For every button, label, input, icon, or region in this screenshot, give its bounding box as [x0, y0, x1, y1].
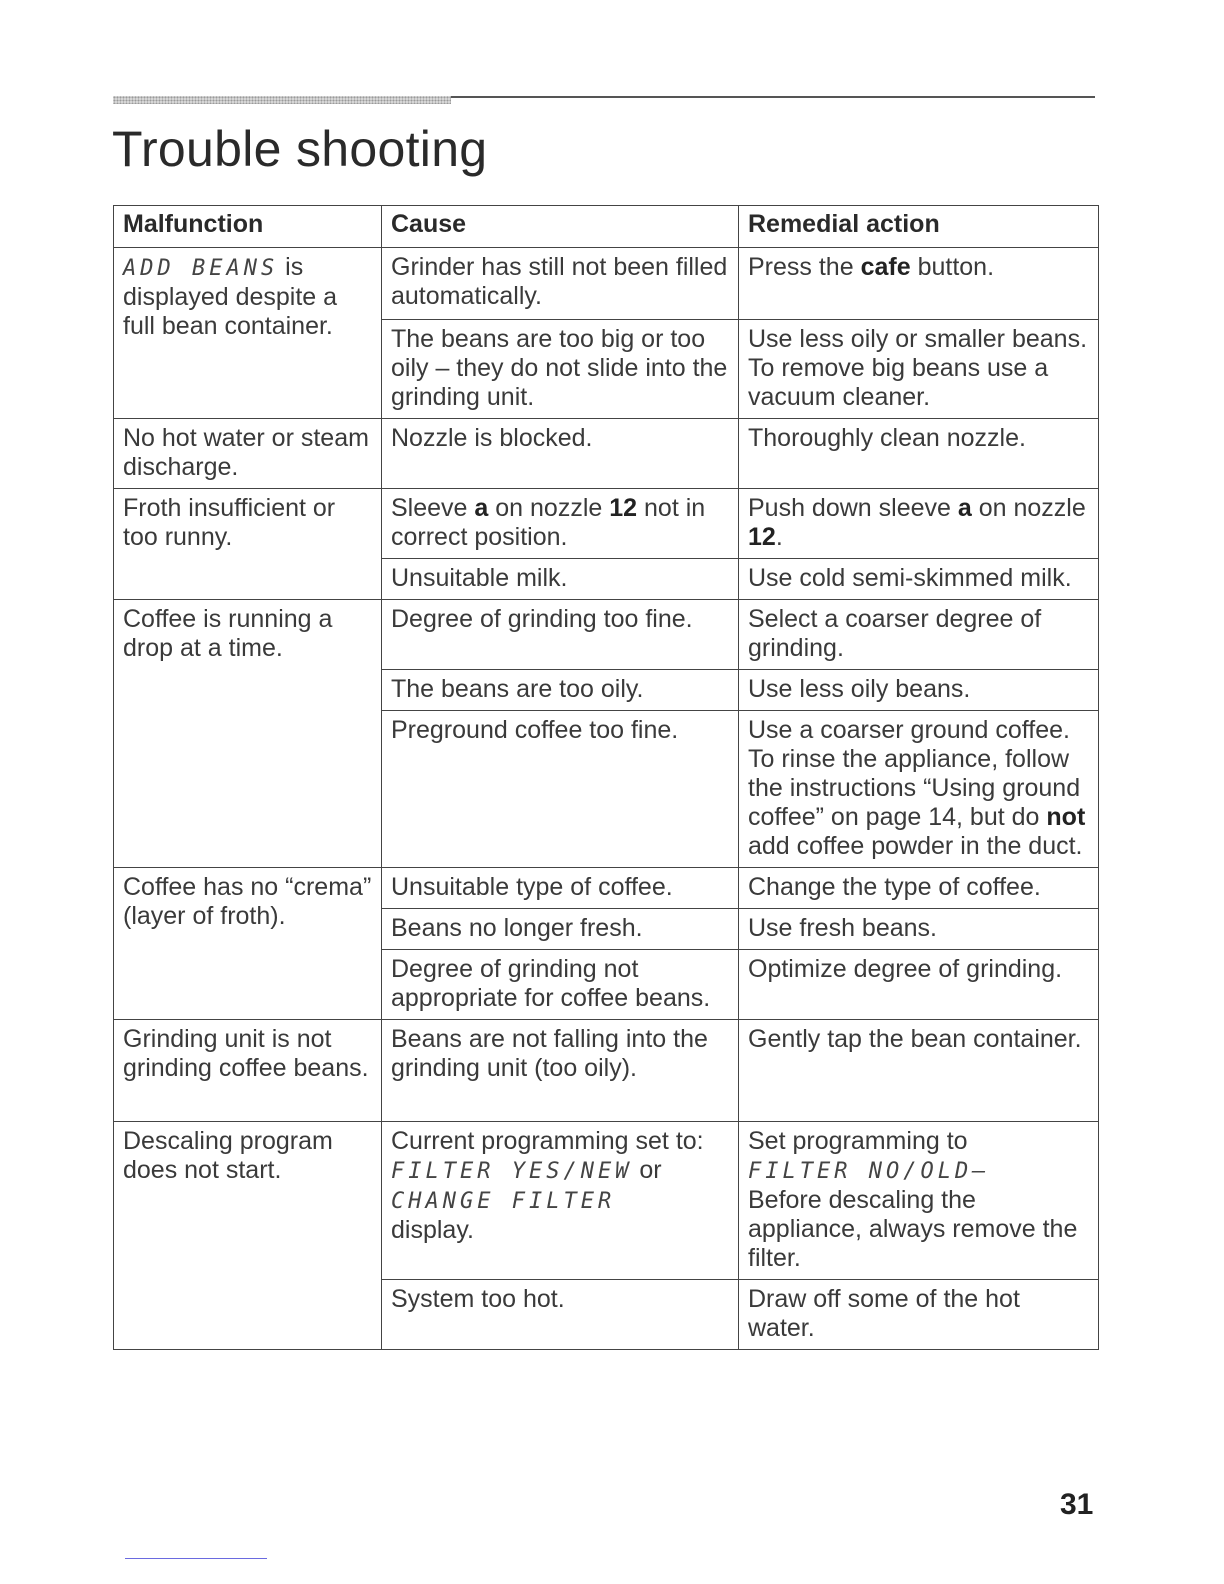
column-header-remedial-action: Remedial action — [739, 206, 1099, 248]
cause-cell: Unsuitable milk. — [382, 559, 739, 600]
column-header-malfunction: Malfunction — [114, 206, 382, 248]
page-title: Trouble shooting — [112, 121, 488, 177]
action-cell: Use fresh beans. — [739, 909, 1099, 950]
action-cell: Draw off some of the hot water. — [739, 1280, 1099, 1350]
cause-cell: The beans are too oily. — [382, 670, 739, 711]
cause-cell: Unsuitable type of coffee. — [382, 868, 739, 909]
action-cell: Gently tap the bean container. — [739, 1020, 1099, 1122]
table-row — [114, 1122, 1099, 1280]
malfunction-cell: Descaling program does not start. — [114, 1122, 382, 1350]
cause-cell: Sleeve a on nozzle 12 not in correct position. — [382, 489, 739, 559]
table-row — [114, 1020, 1099, 1122]
action-cell: Use cold semi-skimmed milk. — [739, 559, 1099, 600]
page-number: 31 — [1060, 1488, 1094, 1521]
table-row — [114, 489, 1099, 559]
cause-cell: System too hot. — [382, 1280, 739, 1350]
footer-rule — [125, 1558, 267, 1559]
action-cell: Change the type of coffee. — [739, 868, 1099, 909]
malfunction-cell: ADD BEANS is displayed despite a full bean container. — [114, 248, 382, 419]
header-rule — [451, 96, 1095, 98]
cause-cell: Degree of grinding not appropriate for coffee beans. — [382, 950, 739, 1020]
cause-cell: Beans are not falling into the grinding unit (too oily). — [382, 1020, 739, 1122]
action-cell: Use a coarser ground coffee. To rinse the appliance, follow the instructions “Using ground coffee” on page 14, but do not add coffee powder in the duct. — [739, 711, 1099, 868]
table-header-row — [114, 206, 1099, 248]
malfunction-cell: Froth insufficient or too runny. — [114, 489, 382, 600]
table-row — [114, 868, 1099, 909]
cause-cell: Nozzle is blocked. — [382, 419, 739, 489]
malfunction-cell: Coffee has no “crema” (layer of froth). — [114, 868, 382, 1020]
action-cell: Use less oily beans. — [739, 670, 1099, 711]
cause-cell: Preground coffee too fine. — [382, 711, 739, 868]
cause-cell: Grinder has still not been filled automatically. — [382, 248, 739, 320]
lcd-display-text: CHANGE FILTER — [391, 1189, 616, 1214]
malfunction-cell: Coffee is running a drop at a time. — [114, 600, 382, 868]
action-cell: Set programming to FILTER NO/OLD– Before descaling the appliance, always remove the filter. — [739, 1122, 1099, 1280]
lcd-display-text: FILTER YES/NEW — [391, 1159, 633, 1184]
action-cell: Push down sleeve a on nozzle 12. — [739, 489, 1099, 559]
header-dotted-rule — [113, 96, 451, 104]
table-row — [114, 248, 1099, 320]
troubleshooting-table — [113, 205, 1099, 1350]
lcd-display-text: ADD BEANS — [123, 256, 279, 281]
malfunction-cell: Grinding unit is not grinding coffee beans. — [114, 1020, 382, 1122]
lcd-display-text: FILTER NO/OLD– — [748, 1159, 990, 1184]
action-cell: Use less oily or smaller beans. To remove big beans use a vacuum cleaner. — [739, 320, 1099, 419]
cause-cell: Current programming set to: FILTER YES/NEW or CHANGE FILTER display. — [382, 1122, 739, 1280]
cause-cell: Beans no longer fresh. — [382, 909, 739, 950]
action-cell: Select a coarser degree of grinding. — [739, 600, 1099, 670]
cause-cell: The beans are too big or too oily – they do not slide into the grinding unit. — [382, 320, 739, 419]
action-cell: Thoroughly clean nozzle. — [739, 419, 1099, 489]
column-header-cause: Cause — [382, 206, 739, 248]
malfunction-cell: No hot water or steam discharge. — [114, 419, 382, 489]
table-row — [114, 419, 1099, 489]
action-cell: Press the cafe button. — [739, 248, 1099, 320]
table-row — [114, 600, 1099, 670]
cause-cell: Degree of grinding too fine. — [382, 600, 739, 670]
action-cell: Optimize degree of grinding. — [739, 950, 1099, 1020]
